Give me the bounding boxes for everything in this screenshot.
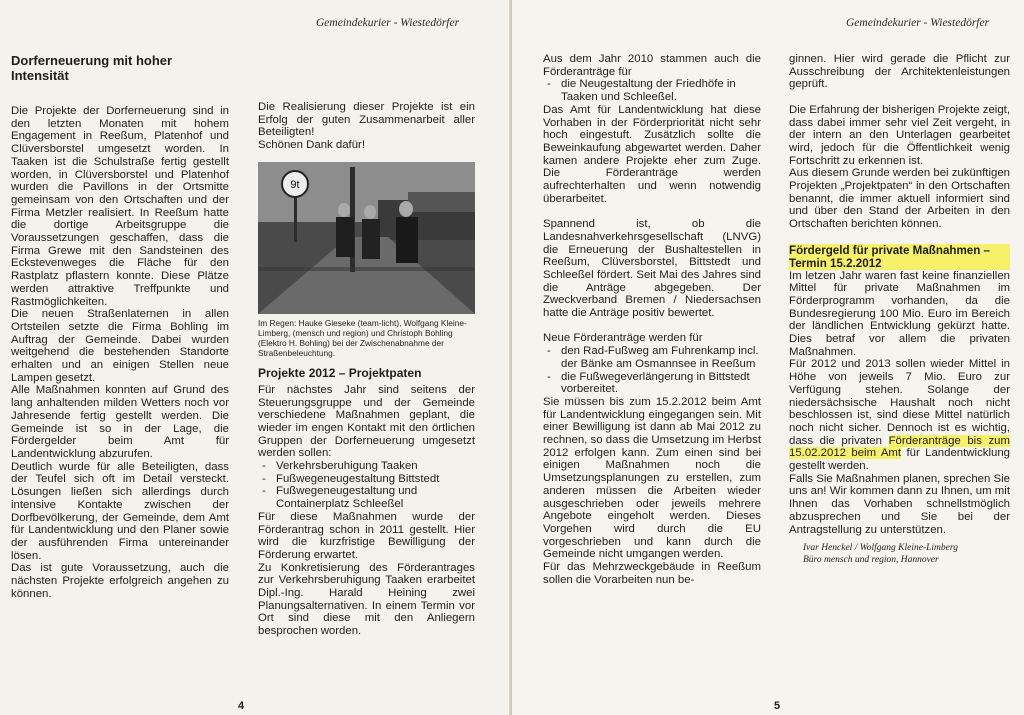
paragraph: Das ist gute Voraussetzung, auch die nächsten Projekte erfolgreich angehen zu können. (11, 562, 229, 600)
left-column-1 (11, 53, 229, 600)
paragraph: Die Erfahrung der bisherigen Projekte zeigt, dass dabei immer sehr viel Zeit vergeht, in der intern an den Unterlagen gearbeitet wird, jedoch für die Öffentlichkeit wenig Fortschritt zu erkennen ist. (789, 103, 1010, 167)
right-page (512, 0, 1024, 715)
paragraph: Die neuen Straßenlaternen in allen Ortsteilen setzte die Firma Bohling im Auftrag der Gemeinde. Dabei wurden weitgehend die bestehenden Standorte erhalten und an einigen Stellen neue Lampen gesetzt. (11, 308, 229, 384)
signature-names: Ivar Henckel / Wolfgang Kleine-Limberg (803, 543, 958, 554)
list-item: - die Neugestaltung der Friedhöfe in Taaken und Schleeßel. (543, 78, 761, 103)
paragraph: Für nächstes Jahr sind seitens der Steuerungsgruppe und der Gemeinde verschiedene Maßnahmen geplant, die wieder im engen Kontakt mit den örtlichen Gruppen der Dorferneuerung umgesetzt werden sollen: (258, 383, 475, 460)
signature-office: Büro mensch und region, Hannover (803, 555, 939, 566)
left-column-2 (258, 101, 475, 638)
paragraph: Deutlich wurde für alle Beteiligten, dass der Teufel sich oft im Detail versteckt. Lösungen ließen sich allerdings durch intensive Kontakte zwischen der Dorfbevölkerung, der Gemeinde, dem Amt für Landentwicklung und den Planer sowie der ausführenden Firma untereinander lösen. (11, 460, 229, 562)
page-number-right: 5 (774, 700, 781, 712)
list-item: - Fußwegeneugestaltung und Containerplatz Schleeßel (258, 485, 475, 510)
list-item: - die Fußwegeverlängerung in Bittstedt vorbereitet. (543, 371, 761, 396)
list-item: - Fußwegeneugestaltung Bittstedt (258, 473, 475, 486)
paragraph: Zu Konkretisierung des Förderantrages zur Verkehrsberuhigung Taaken erarbeitet Dipl.-Ing. Harald Heining zwei Planungsalternativen. In einem Termin vor Ort sind diese mit den Anliegern besprochen worden. (258, 561, 475, 638)
signature (789, 542, 1010, 566)
project-list (258, 460, 475, 511)
list-item: - Verkehrsberuhigung Taaken (258, 460, 475, 473)
paragraph: Falls Sie Maßnahmen planen, sprechen Sie uns an! Wir kommen dann zu Ihnen, um mit Ihnen das Vorhaben schnellstmöglich abzusprechen und Sie bei der Antragstellung zu unterstützen. (789, 472, 1010, 536)
paragraph: Aus diesem Grunde werden bei zukünftigen Projekten „Projektpaten“ in den Ortschaften benannt, die immer aktuell informiert sind und über den Stand der Arbeiten in den Ortschaften berichten können. (789, 167, 1010, 231)
paragraph: Das Amt für Landentwicklung hat diese Vorhaben in der Förderpriorität nicht sehr hoch eingestuft. Zusätzlich sollte die Beweinkaufung abgewartet werden. Daher kamen andere Projekte eher zum Zuge. Die Förderanträge werden aufrechterhalten und wenn notwendig überarbeitet. (543, 103, 761, 205)
paragraph (789, 358, 1010, 472)
right-column-2 (789, 53, 1010, 566)
highlighted-deadline: Förderanträge bis zum 15.02.2012 beim Amt (789, 434, 1010, 460)
running-head-right: Gemeindekurier - Wiestedörfer (846, 17, 990, 29)
page-number-left: 4 (238, 700, 245, 712)
title-line-1: Dorferneuerung mit hoher (11, 53, 173, 68)
paragraph: Spannend ist, ob die Landesnahverkehrsgesellschaft (LNVG) die Erneuerung der Bushaltestellen in Reeßum, Clüversborstel, Bittstedt und Schleeßel fördert. Seit Mai des Jahres sind die Anträge abgegeben. Der Zweckverband Bremen / Niedersachsen hatte die Anträge positiv bewertet. (543, 218, 761, 320)
list-item: - den Rad-Fußweg am Fuhrenkamp incl. der Bänke am Osmannsee in Reeßum (543, 345, 761, 370)
paragraph: Für das Mehrzweckgebäude in Reeßum sollen die Vorarbeiten nun be- (543, 561, 761, 586)
paragraph: Alle Maßnahmen konnten auf Grund des lang anhaltenden milden Wetters noch vor Jahresende fertig gestellt werden. Die Gemeinde ist so in der Lage, die Fördergelder beim Amt für Landentwicklung abzurufen. (11, 384, 229, 460)
speed-sign-text: 9t (290, 178, 300, 191)
paragraph: Neue Förderanträge werden für (543, 332, 703, 345)
running-head-left: Gemeindekurier - Wiestedörfer (316, 17, 460, 29)
paragraph: Sie müssen bis zum 15.2.2012 beim Amt für Landentwicklung eingegangen sein. Mit einer Bewilligung ist dann ab Mai 2012 zu rechnen, so dass die Umsetzung im Herbst 2012 erfolgen kann. Zum einen sind bei einigen Maßnahmen noch die Umsetzungsplanungen zu erstellen, zum anderen müssen die Arbeiten wieder ausgeschrieben oder jeweils mehrere Angebote eingeholt werden. Dieses Vorgehen wird durch die EU vorgeschrieben und kann durch die Gemeinde nicht umgangen werden. (543, 395, 761, 561)
text-span: Für 2012 und 2013 sollen wieder Mittel in Höhe von jeweils 7 Mio. Euro zur Verfügung stehen. Solange der niedersächsische Haushalt noch nicht beschlossen ist, sind diese Mittel natürlich noch nicht sicher. Dennoch ist es wichtig, dass die privaten (789, 358, 1010, 447)
list (543, 345, 761, 396)
paragraph: Für diese Maßnahmen wurde der Förderantrag schon in 2011 gestellt. Hier wird die kurzfristige Bewilligung der Förderung erwartet. (258, 510, 475, 561)
section-heading: Projekte 2012 – Projektpaten (258, 365, 422, 380)
paragraph: ginnen. Hier wird gerade die Pflicht zur Ausschreibung der Architektenleistungen geprüft. (789, 53, 1010, 91)
list (543, 78, 761, 103)
paragraph: Aus dem Jahr 2010 stammen auch die Förderanträge für (543, 53, 761, 78)
text-span: für Landentwicklung gestellt werden. (789, 447, 1010, 473)
paragraph: Die Projekte der Dorferneuerung sind in den letzten Monaten mit hohem Engagement in Reeßum, Platenhof und Clüversborstel umgesetzt worden. In Taaken ist die Schulstraße fertig gestellt worden, in Clüversborstel und Platenhof wurden die Pavillons in der Ortsmitte gemeinsam von den Ortschaften und der Firma Metzler realisiert. In Reeßum hatte die dortige Arbeitsgruppe die Voraussetzungen geschaffen, dass die Firma Grewe mit den Sandsteinen des Eckstevenweges die Fläche für den Rastplatz pflastern konnte. Diese Plätze werden attraktive Treffpunkte und Rastmöglichkeiten. (11, 105, 229, 308)
article-title (11, 53, 229, 83)
street-photo (258, 162, 475, 314)
paragraph: Schönen Dank dafür! (258, 139, 366, 152)
highlighted-heading: Fördergeld für private Maßnahmen – Termin 15.2.2012 (789, 244, 1010, 270)
title-line-2: Intensität (11, 68, 69, 83)
paragraph: Im letzen Jahr waren fast keine finanziellen Mittel für private Maßnahmen im Förderprogramm vorhanden, da die Bundesregierung 100 Mio. Euro im Bereich der ländlichen Entwicklung gekürzt hatte. Dies betraf vor allem die privaten Maßnahmen. (789, 269, 1010, 358)
photo-caption: Im Regen: Hauke Gieseke (team-licht), Wolfgang Kleine-Limberg, (mensch und region) und Christoph Bohling (Elektro H. Bohling) bei der Zwischenabnahme der Straßenbeleuchtung. (258, 317, 467, 358)
right-column-1 (543, 53, 761, 587)
paragraph: Die Realisierung dieser Projekte ist ein Erfolg der guten Zusammenarbeit aller Beteiligten! (258, 101, 475, 139)
